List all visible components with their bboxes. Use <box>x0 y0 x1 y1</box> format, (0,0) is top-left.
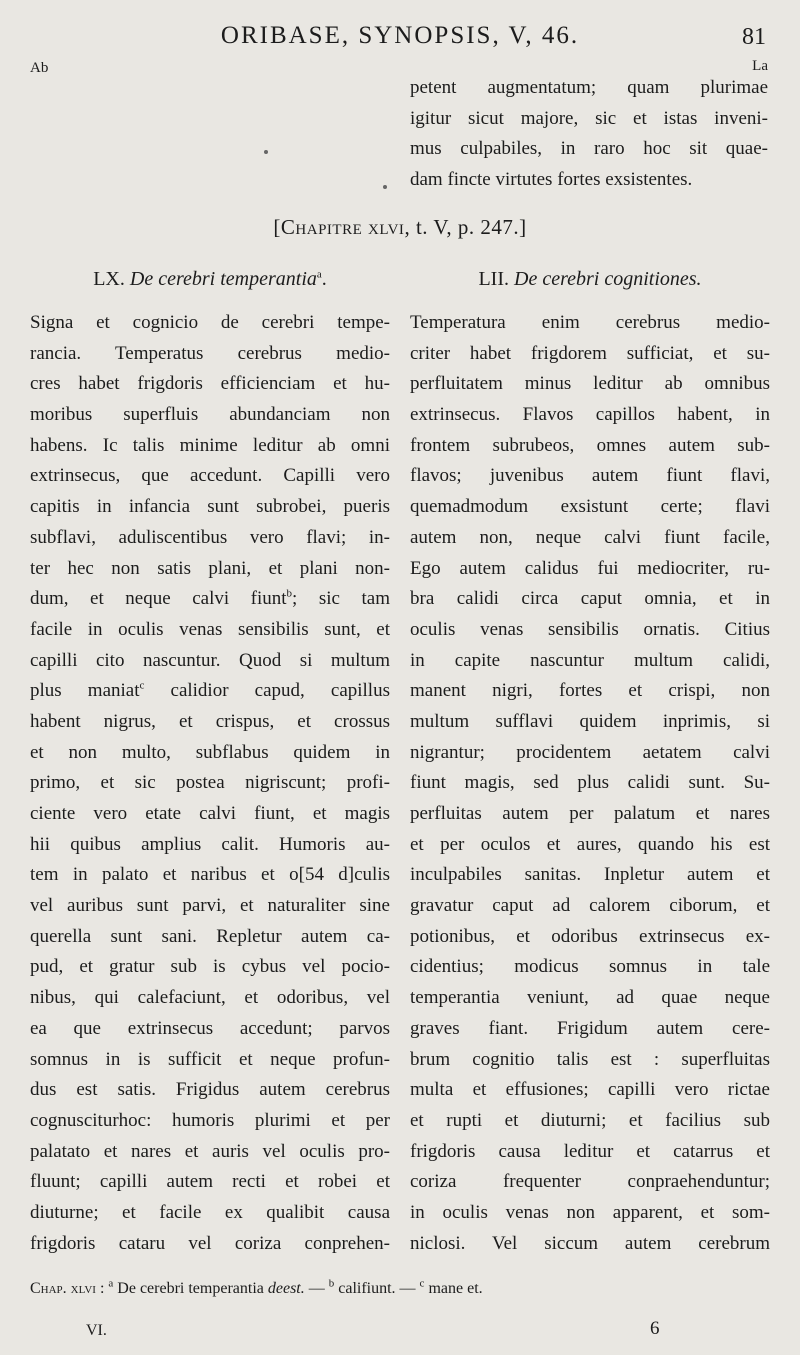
text-line: frigdoris cataru vel coriza conprehen- <box>30 1232 390 1254</box>
left-section-heading <box>30 268 390 291</box>
text-line: frontem subrubeos, omnes autem sub- <box>410 434 770 456</box>
footnote-text: califiunt. <box>334 1280 396 1297</box>
text-line: vel auribus sunt parvi, et naturaliter sine <box>30 895 390 917</box>
text-line: mus culpabiles, in raro hoc sit quae- <box>410 138 768 160</box>
text-line: quemadmodum exsistunt certe; flavi <box>410 496 770 518</box>
text-line: niclosi. Vel siccum autem cerebrum <box>410 1232 770 1254</box>
text-line: perfluitatem minus leditur ab omnibus <box>410 373 770 395</box>
running-title: ORIBASE, SYNOPSIS, V, 46. <box>220 22 580 49</box>
text-line: pud, et gratur sub is cybus vel pocio- <box>30 956 390 978</box>
text-line: bra calidi circa caput omnia, et in <box>410 588 770 610</box>
text-line: ea que extrinsecus accedunt; parvos <box>30 1017 390 1039</box>
footnote-deest: deest. <box>267 1280 305 1297</box>
text-line: fluunt; capilli autem recti et robei et <box>30 1171 390 1193</box>
text-line: fiunt magis, sed plus calidi sunt. Su- <box>410 772 770 794</box>
text-line: flavos; juvenibus autem fiunt flavi, <box>410 465 770 487</box>
signature-number: 6 <box>650 1318 660 1339</box>
footnote-separator: — <box>304 1280 329 1297</box>
text-line: diuturne; et facile ex qualibit causa <box>30 1201 390 1223</box>
text-line: autem non, neque calvi fiunt facile, <box>410 526 770 548</box>
text-line: palatato et nares et auris vel oculis pro- <box>30 1140 390 1162</box>
right-section-title: De cerebri cognitiones. <box>514 268 702 290</box>
text-line: dus est satis. Frigidus autem cerebrus <box>30 1079 390 1101</box>
text-line: somnus in is sufficit et neque profun- <box>30 1048 390 1070</box>
text-segment: calidior capud, capillus <box>144 680 390 702</box>
text-line: in capite nascuntur multum calidi, <box>410 649 770 671</box>
text-line: cres habet frigdoris efficienciam et hu- <box>30 373 390 395</box>
chapter-reference: , t. V, p. 247.] <box>404 215 527 239</box>
text-line: moribus superfluis abundanciam non <box>30 404 390 426</box>
text-line: nigrantur; procidentem aetatem calvi <box>410 741 770 763</box>
right-column <box>410 308 770 1259</box>
text-line: ter hec non satis plani, et plani non- <box>30 557 390 579</box>
text-line: tem in palato et naribus et o[54 d]culis <box>30 864 390 886</box>
text-line: Ego autem calidus fui mediocriter, ru- <box>410 557 770 579</box>
text-segment: plus maniat <box>30 680 140 702</box>
text-line: habent nigrus, et crispus, et crossus <box>30 710 390 732</box>
footnotes <box>30 1277 770 1298</box>
text-line: frigdoris causa leditur et catarrus et <box>410 1140 770 1162</box>
text-line: capitis in infancia sunt subrobei, pueris <box>30 496 390 518</box>
text-line: querella sunt sani. Repletur autem ca- <box>30 925 390 947</box>
print-speck <box>264 150 268 154</box>
text-line: extrinsecus, que accedunt. Capilli vero <box>30 465 390 487</box>
text-line: oculis venas sensibilis ornatis. Citius <box>410 618 770 640</box>
text-line: primo, et sic postea nigriscunt; profi- <box>30 772 390 794</box>
text-line: perfluitas autem per palatum et nares <box>410 803 770 824</box>
text-line: habens. Ic talis minime leditur ab omni <box>30 434 390 456</box>
text-line: et non multo, subflabus quidem in <box>30 741 390 763</box>
text-line: Temperatura enim cerebrus medio- <box>410 312 770 333</box>
text-line: gravatur caput ad calorem ciborum, et <box>410 895 770 917</box>
text-line: multa et effusiones; capilli vero rictae <box>410 1079 770 1101</box>
text-line: dam fincte virtutes fortes exsistentes. <box>410 169 693 191</box>
text-line: multum sufflavi quidem inprimis, si <box>410 710 770 732</box>
footnote-separator: — <box>395 1280 420 1297</box>
signature-mark: VI. <box>86 1322 107 1339</box>
text-line: nibus, qui calefaciunt, et odoribus, vel <box>30 987 390 1009</box>
text-line: rancia. Temperatus cerebrus medio- <box>30 342 390 364</box>
text-line: Signa et cognicio de cerebri tempe- <box>30 312 390 333</box>
text-line: potionibus, et odoribus extrinsecus ex- <box>410 925 770 947</box>
text-line: temperantia veniunt, ad quae neque <box>410 987 770 1009</box>
left-section-title: De cerebri temperantia <box>129 268 317 290</box>
left-section-number: LX. <box>93 268 125 290</box>
chapter-heading <box>0 215 800 240</box>
siglum-right: La <box>752 58 768 74</box>
text-line: igitur sicut majore, sic et istas inveni- <box>410 107 768 129</box>
text-line: facile in oculis venas sensibilis sunt, et <box>30 618 390 640</box>
top-continuation-text <box>410 73 768 196</box>
text-line: capilli cito nascuntur. Quod si multum <box>30 649 390 671</box>
footnote-marker: a <box>108 1277 114 1290</box>
left-title-end: . <box>321 268 327 290</box>
footnote-marker: c <box>139 679 145 692</box>
right-section-number: LII. <box>478 268 509 290</box>
text-segment: dum, et neque calvi fiunt <box>30 588 287 610</box>
text-line: hii quibus amplius calit. Humoris au- <box>30 833 390 855</box>
footnote-text: De cerebri temperantia <box>113 1280 268 1297</box>
running-head <box>0 22 800 56</box>
text-line: graves fiant. Frigidum autem cere- <box>410 1017 770 1039</box>
text-line-with-note <box>30 676 390 707</box>
text-line: brum cognitio talis est : superfluitas <box>410 1048 770 1070</box>
text-line: manent nigri, fortes et crispi, non <box>410 680 770 702</box>
chapter-label: Chapitre xlvi <box>280 215 405 239</box>
right-section-heading <box>410 268 770 291</box>
footnote-text: mane et. <box>424 1280 483 1297</box>
text-line: cognusciturhoc: humoris plurimi et per <box>30 1109 390 1131</box>
text-line: inculpabiles sanitas. Inpletur autem et <box>410 864 770 886</box>
text-line: petent augmentatum; quam plurimae <box>410 77 768 98</box>
siglum-left: Ab <box>30 60 49 76</box>
print-speck <box>383 185 387 189</box>
text-line: extrinsecus. Flavos capillos habent, in <box>410 404 770 426</box>
text-segment: ; sic tam <box>292 588 390 610</box>
left-column <box>30 308 390 1259</box>
text-line: ciente vero etate calvi fiunt, et magis <box>30 803 390 824</box>
footnote-label: Chap. xlvi : <box>30 1280 105 1297</box>
footnote-marker: b <box>328 1277 335 1290</box>
text-line: cidentius; modicus somnus in tale <box>410 956 770 978</box>
text-line: in oculis venas non apparent, et som- <box>410 1201 770 1223</box>
chapter-open-bracket: [ <box>273 215 281 239</box>
page-number: 81 <box>742 24 766 50</box>
text-line: criter habet frigdorem sufficiat, et su- <box>410 342 770 364</box>
footnote-marker: c <box>419 1277 425 1290</box>
footnote-marker: b <box>286 587 293 600</box>
text-line: et rupti et diuturni; et facilius sub <box>410 1109 770 1131</box>
text-line: coriza frequenter conpraehenduntur; <box>410 1171 770 1193</box>
text-line: et per oculos et aures, quando his est <box>410 833 770 855</box>
text-line: subflavi, aduliscentibus vero flavi; in- <box>30 526 390 548</box>
footnote-marker: a <box>316 268 322 281</box>
text-line-with-note <box>30 584 390 615</box>
